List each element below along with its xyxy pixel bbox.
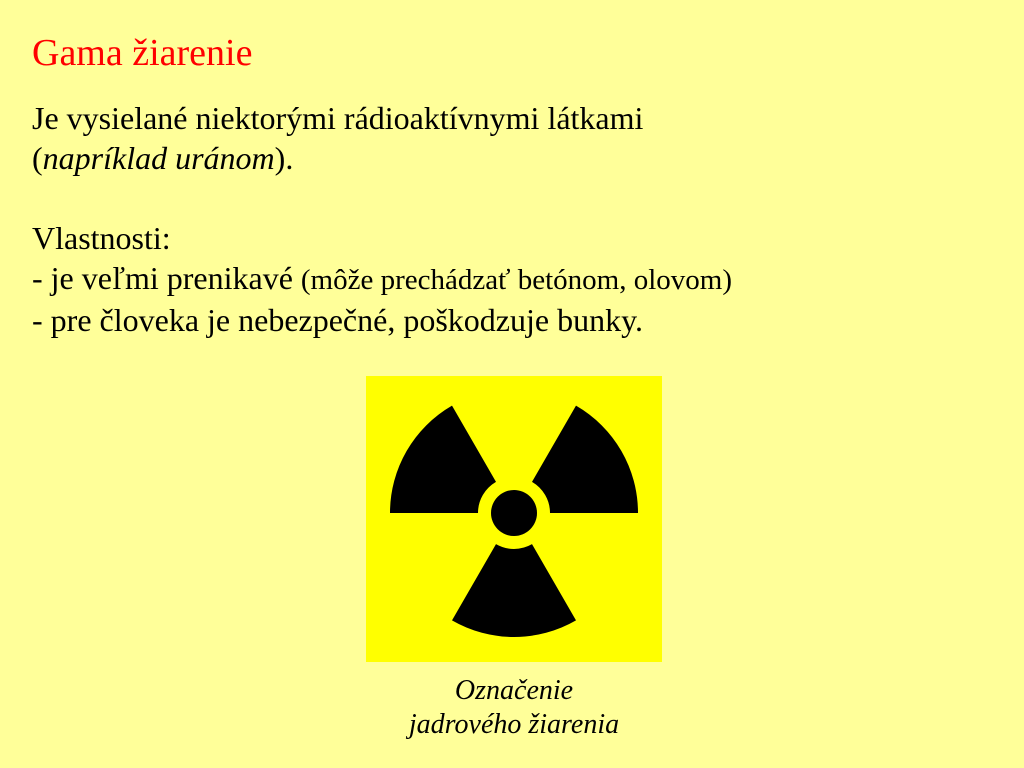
property-item-1-text: - je veľmi prenikavé (32, 260, 301, 296)
intro-paren-open: ( (32, 140, 43, 176)
trefoil-blade-upper-right (532, 406, 638, 513)
radiation-sign (366, 376, 662, 662)
trefoil-center-dot (491, 490, 537, 536)
caption-line-1: Označenie (454, 675, 574, 706)
sign-caption (364, 674, 664, 742)
property-item-1-note: (môže prechádzať betónom, olovom) (300, 264, 733, 296)
intro-paren-close: ). (274, 140, 294, 176)
property-item-2: - pre človeka je nebezpečné, poškodzuje bunky. (32, 302, 643, 338)
radiation-trefoil-icon (366, 376, 662, 662)
trefoil-blade-bottom (452, 544, 576, 637)
intro-line-2 (32, 138, 643, 178)
intro-example: napríklad uránom (42, 140, 275, 176)
property-item-1 (32, 258, 732, 300)
caption-line-2: jadrového žiarenia (408, 709, 620, 740)
properties-block (32, 218, 732, 340)
intro-line-1: Je vysielané niektorými rádioaktívnymi látkami (32, 100, 644, 136)
trefoil-blade-upper-left (390, 406, 496, 513)
slide-title: Gama žiarenie (32, 32, 253, 74)
intro-paragraph (32, 98, 643, 178)
properties-heading: Vlastnosti: (32, 220, 171, 256)
